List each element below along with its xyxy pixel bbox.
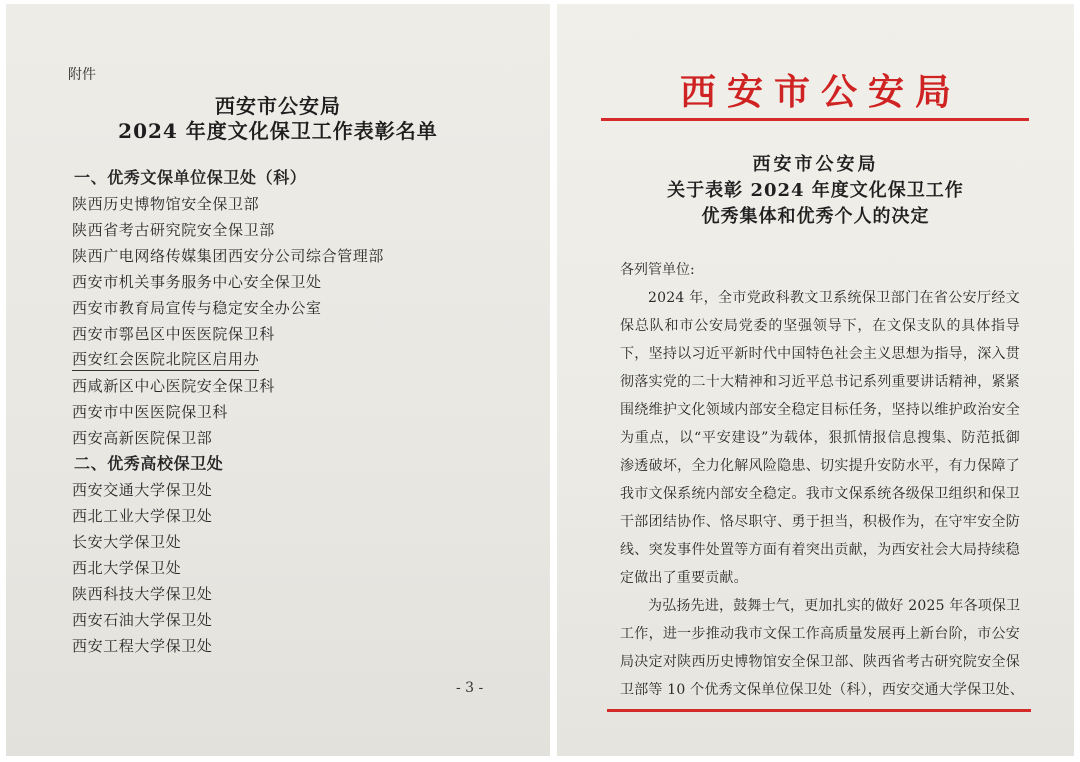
page-gutter [550,0,557,762]
list-item: 陕西省考古研究院安全保卫部 [72,221,275,239]
body-line: 围绕维护文化领域内部安全稳定目标任务，坚持以维护政治安全 [620,402,1020,418]
red-header-title: 西安市公安局 [679,71,962,113]
body-line: 彻落实党的二十大精神和习近平总书记系列重要讲话精神，紧紧 [620,374,1020,390]
list-item: 长安大学保卫处 [72,533,182,551]
body-line: 下，坚持以习近平新时代中国特色社会主义思想为指导，深入贯 [620,346,1020,362]
list-item: 西北大学保卫处 [72,559,182,577]
body-line: 保总队和市公安局党委的坚强领导下，在文保支队的具体指导 [620,318,1020,334]
document-title-line2: 关于表彰 2024 年度文化保卫工作 [667,180,964,201]
list-title-organization: 西安市公安局 [215,94,341,118]
list-item: 西安工程大学保卫处 [72,637,213,655]
list-item: 西安石油大学保卫处 [72,611,213,629]
list-item: 西安交通大学保卫处 [72,481,213,499]
red-header-rule [601,118,1029,121]
list-item: 西安市教育局宣传与稳定安全办公室 [72,299,322,317]
salutation: 各列管单位: [620,262,695,278]
body-line: 工作，进一步推动我市文保工作高质量发展再上新台阶，市公安 [620,626,1020,642]
list-item: 陕西历史博物馆安全保卫部 [72,195,260,213]
left-document-page [6,4,550,756]
body-line: 干部团结协作、恪尽职守、勇于担当，积极作为，在守牢安全防 [620,514,1020,530]
list-item: 西咸新区中心医院安全保卫科 [72,377,275,395]
body-line: 定做出了重要贡献。 [620,570,748,586]
page-number: - 3 - [456,680,484,696]
section1-heading: 一、优秀文保单位保卫处（科） [74,168,307,187]
section2-heading: 二、优秀高校保卫处 [74,454,224,473]
attachment-label: 附件 [68,67,96,83]
list-title-honor-list: 2024 年度文化保卫工作表彰名单 [118,119,438,143]
list-item: 西北工业大学保卫处 [72,507,213,525]
body-line: 卫部等 10 个优秀文保单位保卫处（科），西安交通大学保卫处、 [620,682,1024,698]
body-line: 为弘扬先进，鼓舞士气，更加扎实的做好 2025 年各项保卫 [648,598,1021,614]
list-item: 西安市中医医院保卫科 [72,403,229,421]
list-item: 西安市机关事务服务中心安全保卫处 [72,273,322,291]
body-line: 为重点，以“平安建设”为载体，狠抓情报信息搜集、防范抵御 [620,430,1020,446]
list-item: 西安高新医院保卫部 [72,429,213,447]
document-title-line3: 优秀集体和优秀个人的决定 [701,206,930,227]
list-item: 西安市鄠邑区中医医院保卫科 [72,325,275,343]
body-line: 2024 年，全市党政科教文卫系统保卫部门在省公安厅经文 [648,290,1020,306]
body-line: 线、突发事件处置等方面有着突出贡献，为西安社会大局持续稳 [620,542,1020,558]
body-line: 局决定对陕西历史博物馆安全保卫部、陕西省考古研究院安全保 [620,654,1020,670]
list-item: 陕西科技大学保卫处 [72,585,213,603]
body-line: 渗透破坏，全力化解风险隐患、切实提升安防水平，有力保障了 [620,458,1020,474]
document-title-line1: 西安市公安局 [752,154,879,175]
list-item-underlined: 西安红会医院北院区启用办 [72,349,259,371]
red-footer-rule [607,709,1031,712]
list-item: 陕西广电网络传媒集团西安分公司综合管理部 [72,247,385,265]
right-document-page [557,4,1074,756]
body-line: 我市文保系统内部安全稳定。我市文保系统各级保卫组织和保卫 [620,486,1020,502]
